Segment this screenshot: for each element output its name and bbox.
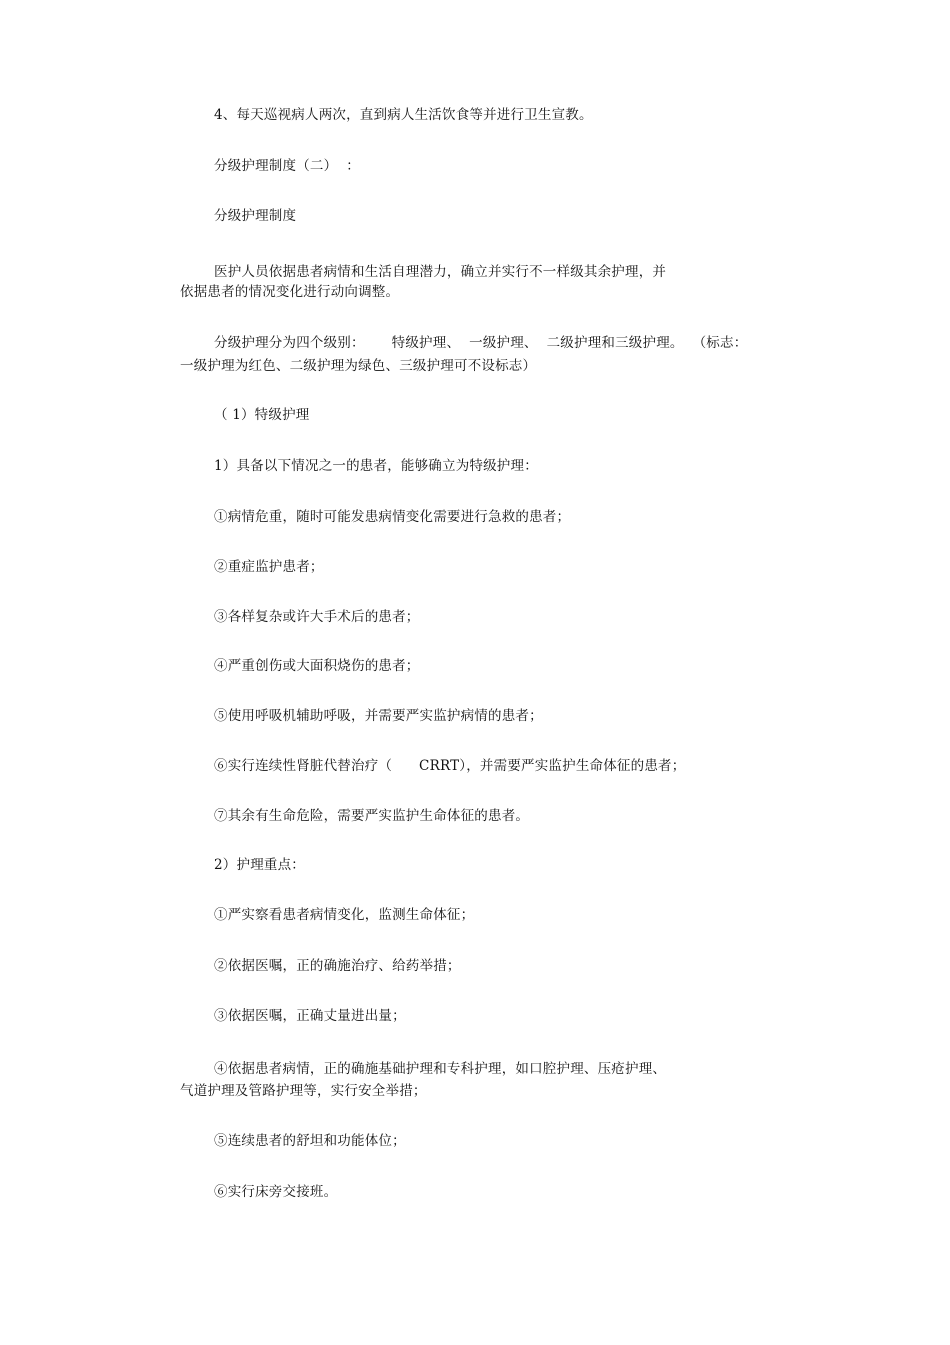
criteria-item-3: ③各样复杂或许大手术后的患者；: [214, 609, 420, 625]
criteria-heading: 1）具备以下情况之一的患者，能够确立为特级护理：: [214, 458, 538, 474]
criteria-item-5: ⑤使用呼吸机辅助呼吸，并需要严实监护病情的患者；: [214, 708, 543, 724]
paragraph-intro-line-2: 依据患者的情况变化进行动向调整。: [180, 284, 400, 300]
criteria-item-2: ②重症监护患者；: [214, 559, 324, 575]
criteria-item-1: ①病情危重，随时可能发患病情变化需要进行急救的患者；: [214, 509, 571, 525]
criteria-item-6: ⑥实行连续性肾脏代替治疗（ CRRT），并需要严实监护生命体征的患者；: [214, 758, 686, 774]
care-focus-item-2: ②依据医嘱，正的确施治疗、给药举措；: [214, 958, 461, 974]
section-title: 分级护理制度: [214, 208, 297, 224]
criteria-item-7: ⑦其余有生命危险，需要严实监护生命体征的患者。: [214, 808, 530, 824]
paragraph-intro-line-1: 医护人员依据患者病情和生活自理潜力，确立并实行不一样级其余护理，并: [214, 264, 667, 280]
care-focus-item-4-line-2: 气道护理及管路护理等，实行安全举措；: [180, 1083, 427, 1099]
paragraph-levels-line-1: 分级护理分为四个级别： 特级护理、 一级护理、 二级护理和三级护理。 （标志：: [214, 335, 748, 351]
criteria-item-4: ④严重创伤或大面积烧伤的患者；: [214, 658, 420, 674]
paragraph-levels-line-2: 一级护理为红色、二级护理为绿色、三级护理可不设标志）: [180, 358, 537, 374]
section-heading-2: 分级护理制度（二） ：: [214, 158, 360, 174]
care-focus-heading: 2）护理重点：: [214, 857, 305, 873]
care-focus-item-3: ③依据医嘱，正确丈量进出量；: [214, 1008, 406, 1024]
care-focus-item-1: ①严实察看患者病情变化，监测生命体征；: [214, 907, 475, 923]
care-focus-item-4-line-1: ④依据患者病情，正的确施基础护理和专科护理，如口腔护理、压疮护理、: [214, 1061, 667, 1077]
care-focus-item-6: ⑥实行床旁交接班。: [214, 1184, 338, 1200]
paragraph-daily-rounds: 4、每天巡视病人两次，直到病人生活饮食等并进行卫生宣教。: [214, 107, 593, 123]
subheading-special-care: （ 1）特级护理: [214, 407, 310, 423]
care-focus-item-5: ⑤连续患者的舒坦和功能体位；: [214, 1133, 406, 1149]
